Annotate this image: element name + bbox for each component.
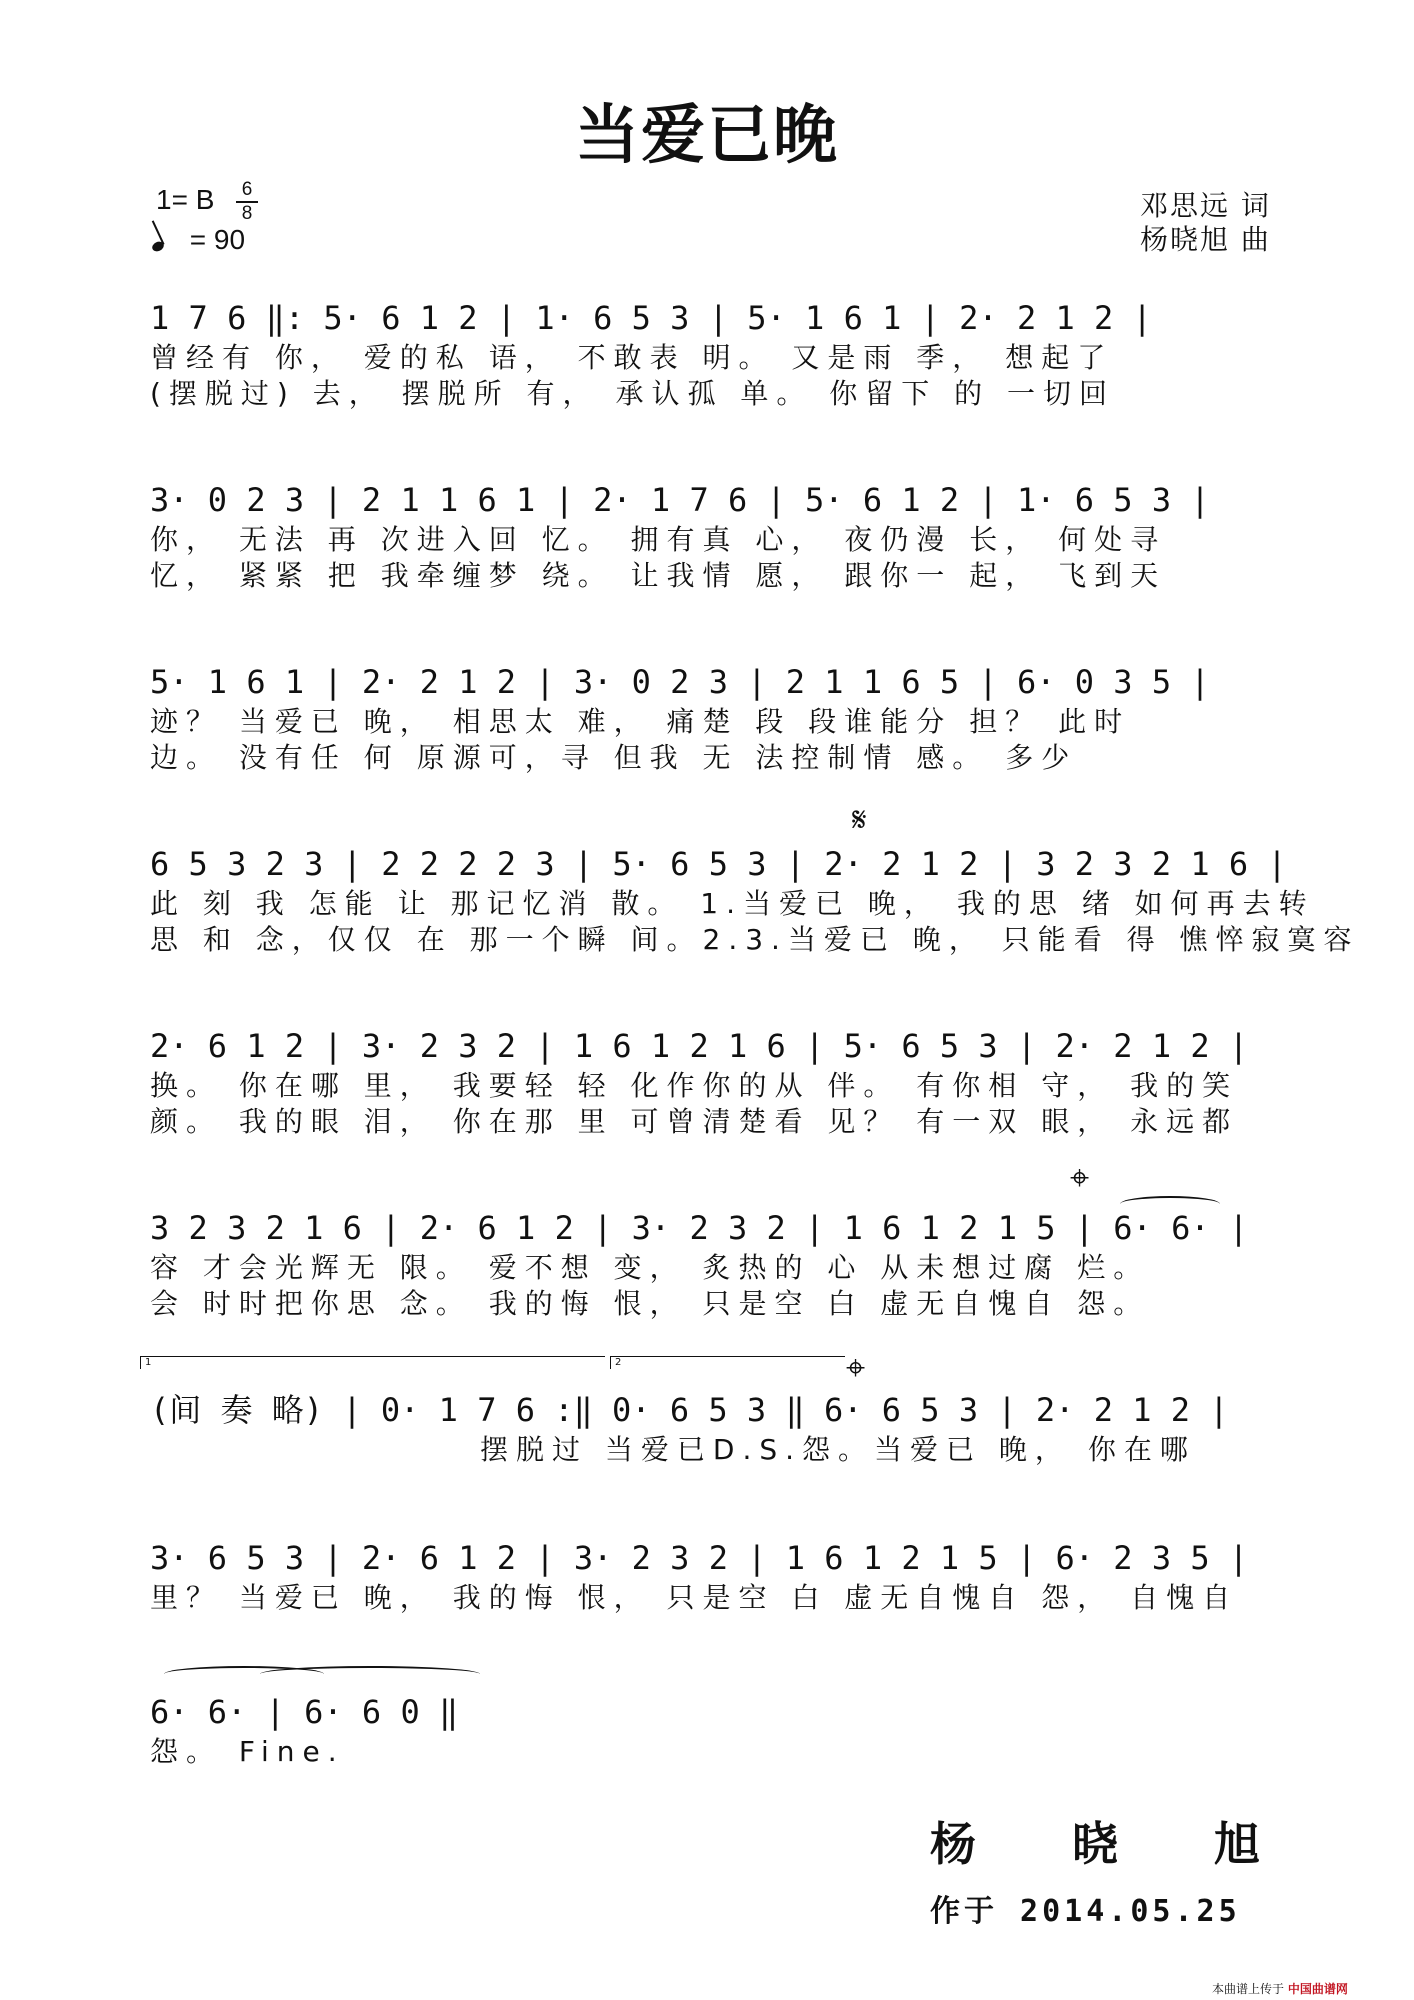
score-line-5 bbox=[150, 1024, 1290, 1140]
coda-icon: ⌖ bbox=[1070, 1158, 1090, 1198]
lyrics-verse-1: 换。 你在哪 里， 我要轻 轻 化作你的从 伴。 有你相 守， 我的笑 bbox=[150, 1069, 1239, 1102]
coda-icon: ⌖ bbox=[846, 1348, 866, 1388]
score-line-1 bbox=[150, 296, 1290, 412]
notes-line: 3· 6 5 3 | 2· 6 1 2 | 3· 2 3 2 | 1 6 1 2 1 5 | 6· 2 3 5 | bbox=[150, 1539, 1249, 1577]
time-sig-top: 6 bbox=[241, 179, 253, 200]
lyrics-verse-1: 你， 无法 再 次进入回 忆。 拥有真 心， 夜仍漫 长， 何处寻 bbox=[150, 523, 1167, 556]
time-sig-bottom: 8 bbox=[241, 203, 253, 224]
tempo-marking bbox=[152, 224, 245, 256]
composer-signature: 杨 晓 旭 bbox=[930, 1817, 1301, 1871]
score-line-9 bbox=[150, 1690, 1290, 1770]
lyrics-verse-1: 迹？ 当爱已 晚， 相思太 难， 痛楚 段 段谁能分 担？ 此时 bbox=[150, 705, 1131, 738]
notes-line: 2· 6 1 2 | 3· 2 3 2 | 1 6 1 2 1 6 | 5· 6 5 3 | 2· 2 1 2 | bbox=[150, 1027, 1249, 1065]
lyrics-verse-2: 思 和 念，仅仅 在 那一个瞬 间。2.3.当爱已 晚， 只能看 得 憔悴寂寞容 bbox=[150, 923, 1360, 956]
lyrics-verse-1: 此 刻 我 怎能 让 那记忆消 散。 1.当爱已 晚， 我的思 绪 如何再去转 bbox=[150, 887, 1315, 920]
score-line-3 bbox=[150, 660, 1290, 776]
composition-date: 作于 2014.05.25 bbox=[930, 1894, 1241, 1929]
notes-line: (间 奏 略) | 0· 1 7 6 :‖ 0· 6 5 3 ‖ 6· 6 5 3 | 2· 2 1 2 | bbox=[150, 1391, 1229, 1429]
score-line-4 bbox=[150, 842, 1360, 958]
lyrics-verse-2: 颜。 我的眼 泪， 你在那 里 可曾清楚看 见？ 有一双 眼， 永远都 bbox=[150, 1105, 1239, 1138]
score-line-2 bbox=[150, 478, 1290, 594]
score-line-6 bbox=[150, 1206, 1290, 1322]
notes-line: 5· 1 6 1 | 2· 2 1 2 | 3· 0 2 3 | 2 1 1 6 5 | 6· 0 3 5 | bbox=[150, 663, 1210, 701]
lyrics-verse-2: 会 时时把你思 念。 我的悔 恨， 只是空 白 虚无自愧自 怨。 bbox=[150, 1287, 1150, 1320]
lyrics-verse-2: 边。 没有任 何 原源可，寻 但我 无 法控制情 感。 多少 bbox=[150, 741, 1078, 774]
lyrics-verse-2: 忆， 紧紧 把 我牵缠梦 绕。 让我情 愿， 跟你一 起， 飞到天 bbox=[150, 559, 1167, 592]
first-ending-bracket: 1 bbox=[140, 1356, 605, 1369]
time-signature bbox=[236, 180, 258, 224]
notes-line: 6· 6· | 6· 6 0 ‖ bbox=[150, 1693, 459, 1731]
lyrics-verse-1: 怨。 Fine. bbox=[150, 1735, 345, 1768]
segno-icon: 𝄋 bbox=[852, 800, 867, 840]
quarter-note-icon bbox=[151, 240, 166, 253]
notes-line: 3 2 3 2 1 6 | 2· 6 1 2 | 3· 2 3 2 | 1 6 1 2 1 5 | 6· 6· | bbox=[150, 1209, 1249, 1247]
lyrics-verse-1: 容 才会光辉无 限。 爱不想 变， 炙热的 心 从未想过腐 烂。 bbox=[150, 1251, 1150, 1284]
notes-line: 3· 0 2 3 | 2 1 1 6 1 | 2· 1 7 6 | 5· 6 1 2 | 1· 6 5 3 | bbox=[150, 481, 1210, 519]
notes-line: 6 5 3 2 3 | 2 2 2 2 3 | 5· 6 5 3 | 2· 2 1 2 | 3 2 3 2 1 6 | bbox=[150, 845, 1287, 883]
composer-credit: 杨晓旭 曲 bbox=[1140, 223, 1271, 256]
tempo-value: = 90 bbox=[189, 224, 246, 255]
upload-note: 本曲谱上传于 bbox=[1212, 1982, 1285, 1996]
song-title: 当爱已晚 bbox=[575, 99, 839, 173]
lyrics-verse-2: (摆脱过) 去， 摆脱所 有， 承认孤 单。 你留下 的 一切回 bbox=[150, 377, 1116, 410]
second-ending-bracket: 2 bbox=[610, 1356, 845, 1369]
lyricist-credit: 邓思远 词 bbox=[1140, 189, 1271, 222]
site-brand: 中国曲谱网 bbox=[1287, 1982, 1348, 1996]
upload-credit bbox=[1212, 1980, 1348, 1997]
score-line-8 bbox=[150, 1536, 1290, 1616]
lyrics-verse-1: 摆脱过 当爱已D.S.怨。当爱已 晚， 你在哪 bbox=[480, 1433, 1196, 1466]
lyrics-verse-1: 里？ 当爱已 晚， 我的悔 恨， 只是空 白 虚无自愧自 怨， 自愧自 bbox=[150, 1581, 1239, 1614]
tie-mark bbox=[260, 1666, 480, 1682]
notes-line: 1 7 6 ‖: 5· 6 1 2 | 1· 6 5 3 | 5· 1 6 1 | 2· 2 1 2 | bbox=[150, 299, 1152, 337]
key-signature: 1= B bbox=[156, 184, 215, 215]
lyrics-verse-1: 曾经有 你， 爱的私 语， 不敢表 明。 又是雨 季， 想起了 bbox=[150, 341, 1114, 374]
score-line-7 bbox=[150, 1388, 1290, 1468]
